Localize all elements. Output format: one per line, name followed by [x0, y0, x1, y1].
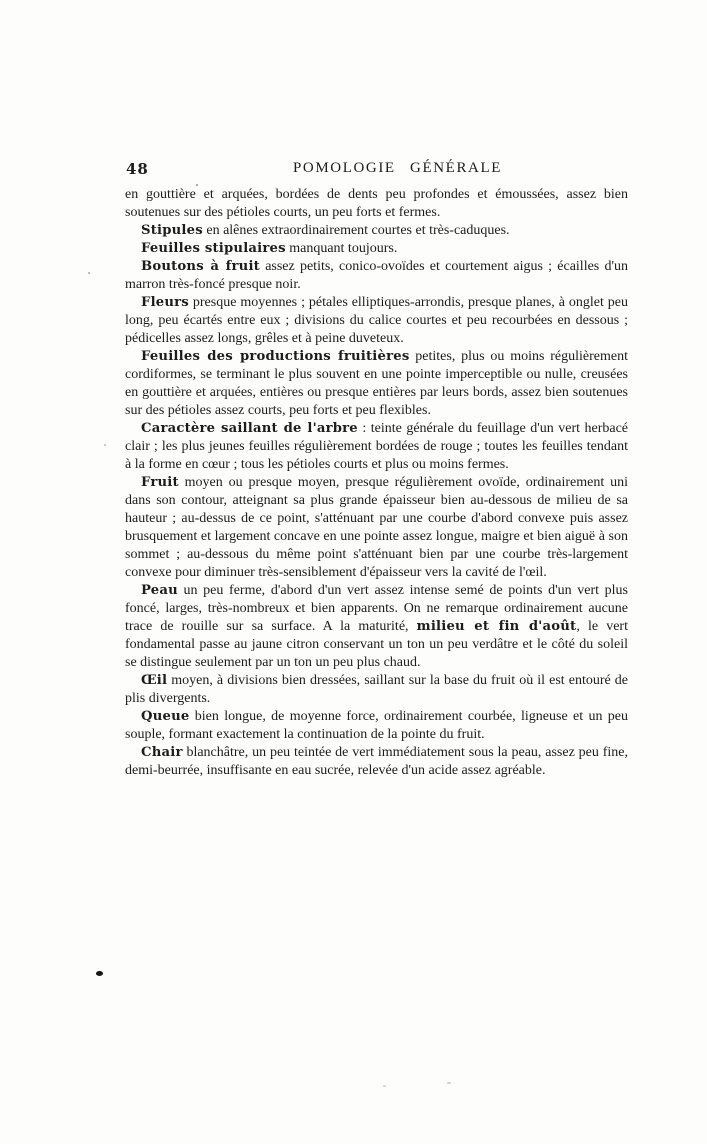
- body-text: : teinte générale du feuillage d'un vert herbacé clair ; les plus jeunes feuilles régulièrement bordées de rouge ; toutes les feuilles tendant à la forme en cœur ; tous les pétioles courts et plus ou moins fermes.: [125, 421, 629, 472]
- body-text: en alênes extraordinairement courtes et très-caduques.: [202, 223, 510, 238]
- paragraph-10: [125, 672, 628, 708]
- body-text: moyen ou presque moyen, presque régulièrement ovoïde, ordinairement uni dans son contour, atteignant sa plus grande épaisseur bien au-dessous de milieu de sa hauteur ; au-dessus de ce point, s'atténuant par une courbe d'abord convexe puis assez brusquement et largement concave en une pointe assez longue, maigre et bien aiguë à son sommet ; au-dessous du même point s'atténuant bien par une courbe très-largement convexe pour diminuer très-sensiblement d'épaisseur vers la cavité de l'œil.: [125, 475, 628, 580]
- paragraph-1: [125, 186, 628, 222]
- paragraph-5: [125, 294, 628, 348]
- lead-term: Fleurs: [141, 295, 189, 310]
- ink-spot: [196, 184, 198, 186]
- ink-spot: [96, 971, 103, 976]
- lead-term: Peau: [141, 583, 178, 598]
- lead-term: Feuilles stipulaires: [141, 241, 286, 256]
- body-text: en gouttière et arquées, bordées de dents peu profondes et émoussées, assez bien soutenues sur des pétioles courts, un peu forts et fermes.: [125, 187, 628, 220]
- lead-term: Queue: [141, 709, 190, 724]
- paragraph-9: [125, 582, 628, 672]
- paragraph-12: [125, 744, 628, 780]
- text-block: [125, 186, 628, 780]
- paragraph-4: [125, 258, 628, 294]
- paragraph-8: [125, 474, 628, 582]
- body-text: moyen, à divisions bien dressées, saillant sur la base du fruit où il est entouré de plis divergents.: [125, 673, 628, 706]
- lead-term: Stipules: [141, 223, 203, 238]
- page-header: [125, 160, 628, 180]
- running-title: POMOLOGIE GÉNÉRALE: [292, 160, 503, 176]
- body-text: assez petits, conico-ovoïdes et courtement aigus ; écailles d'un marron très-foncé presque noir.: [125, 259, 629, 292]
- ink-spot: [447, 1082, 451, 1084]
- ink-spot: [88, 272, 90, 274]
- lead-term: Boutons à fruit: [141, 259, 260, 274]
- body-text: blanchâtre, un peu teintée de vert immédiatement sous la peau, assez peu fine, demi-beurrée, insuffisante en eau sucrée, relevée d'un acide assez agréable.: [125, 745, 628, 778]
- paragraph-6: [125, 348, 628, 420]
- ink-spot: [383, 1085, 386, 1087]
- page-number: 48: [126, 160, 149, 178]
- lead-term: Chair: [141, 745, 183, 760]
- body-text: un peu ferme, d'abord d'un vert assez intense semé de points d'un vert plus foncé, larges, très-nombreux et bien apparents. On ne remarque ordinairement aucune trace de rouille sur sa surface. A la maturité,: [125, 583, 628, 634]
- lead-term: Feuilles des productions fruitières: [141, 349, 410, 364]
- paragraph-11: [125, 708, 628, 744]
- body-text: , le vert fondamental passe au jaune citron conservant un ton un peu verdâtre et le côté du soleil se distingue seulement par un ton un peu plus chaud.: [125, 619, 628, 670]
- body-text: presque moyennes ; pétales elliptiques-arrondis, presque planes, à onglet peu long, peu écartés entre eux ; divisions du calice courtes et peu recourbées en dessous ; pédicelles assez longs, grêles et à peine duveteux.: [125, 295, 628, 346]
- lead-term: Fruit: [141, 475, 179, 490]
- ink-spot: [104, 444, 106, 446]
- body-text: petites, plus ou moins régulièrement cordiformes, se terminant le plus souvent en une pointe imperceptible ou nulle, creusées en gouttière et arquées, entières ou presque entières par leurs bords, assez bien soutenues sur des pétioles assez courts, peu forts et peu flexibles.: [125, 349, 628, 418]
- paragraph-7: [125, 420, 628, 474]
- paragraph-3: [125, 240, 628, 258]
- body-text: manquant toujours.: [285, 241, 398, 256]
- body-text: bien longue, de moyenne force, ordinairement courbée, ligneuse et un peu souple, formant exactement la continuation de la pointe du fruit.: [125, 709, 628, 742]
- lead-term: milieu et fin d'août: [416, 619, 577, 634]
- lead-term: Caractère saillant de l'arbre: [141, 421, 358, 436]
- paragraph-2: [125, 222, 628, 240]
- lead-term: Œil: [141, 673, 168, 688]
